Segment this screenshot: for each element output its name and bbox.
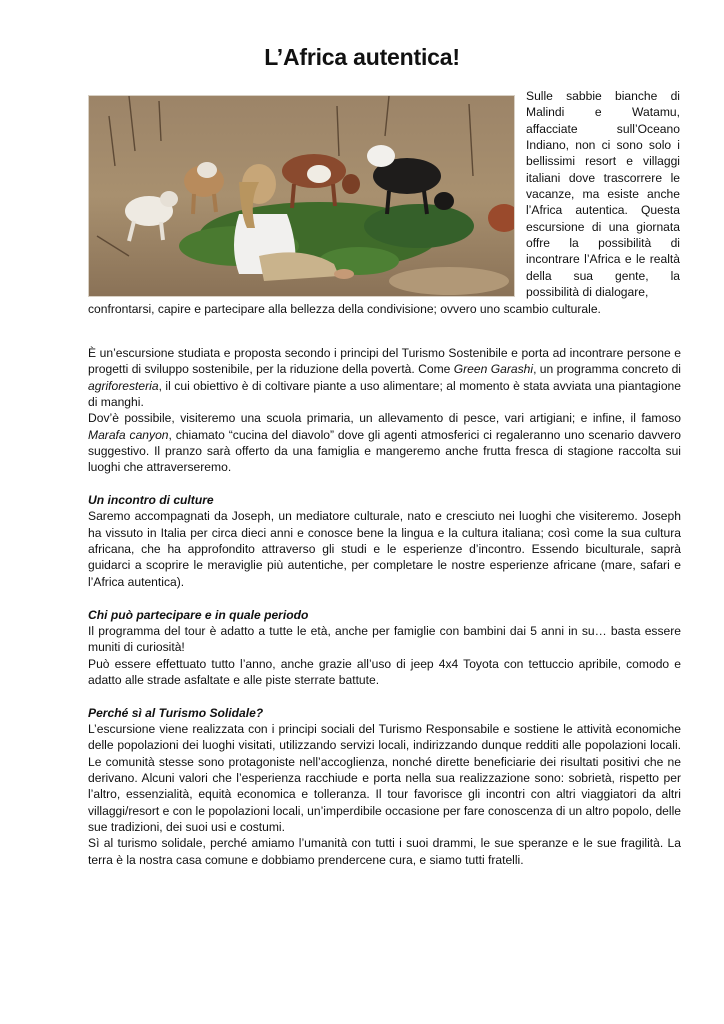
paragraph-umanita: Sì al turismo solidale, perché amiamo l’umanità con tutti i suoi drammi, le sue speranze e le sue fragilità. La terra è la nostra casa comune e dobbiamo prendercene cura, e siamo tutti fratelli. bbox=[88, 836, 681, 867]
marafa-canyon-term: Marafa canyon bbox=[88, 427, 169, 442]
paragraph-sustainable-tourism bbox=[88, 345, 681, 410]
para1-text-c: , un programma concreto di bbox=[533, 362, 681, 377]
heading-incontro-culture: Un incontro di culture bbox=[88, 493, 214, 508]
main-body bbox=[88, 345, 681, 868]
paragraph-turismo-responsabile: L’escursione viene realizzata con i principi sociali del Turismo Responsabile e sostiene le attività economiche delle popolazioni dei luoghi visitati, utilizzando servizi locali, indirizzando dunque redditi alle popolazioni locali. Le comunità stesse sono protagoniste nell’accoglienza, nonché dirette beneficiarie dei risultati positivi che ne derivano. Alcuni valori che l’esperienza racchiude e porta nella sua realizzazione sono: sobrietà, rispetto per l’altro, essenzialità, equità economica e tolleranza. Il tour favorisce gli incontri con altri viaggiatori da altri villaggi/resort e con le popolazioni locali, un’imperdibile occasione per fare conoscenza di un altro popolo, delle sue tradizioni, dei suoi usi e costumi. bbox=[88, 721, 681, 834]
photo-illustration bbox=[89, 96, 514, 296]
paragraph-periodo: Può essere effettuato tutto l’anno, anche grazie all’uso di jeep 4x4 Toyota con tettuccio apribile, comodo e adatto alle strade asfaltate e alle piste sterrate battute. bbox=[88, 656, 681, 687]
intro-side-paragraph: Sulle sabbie bianche di Malindi e Watamu, affacciate sull’Oceano Indiano, non ci sono solo i bellissimi resort e villaggi italiani dove trascorrere le vacanze, ma esiste anche l’Africa autentica. Questa escursione di una giornata offre la possibilità di incontrare l’Africa e le realtà della sua gente, la possibilità di dialogare, bbox=[526, 89, 680, 300]
heading-turismo-solidale: Perché sì al Turismo Solidale? bbox=[88, 705, 264, 720]
paragraph-visits bbox=[88, 410, 681, 475]
para1-text-a: È un’escursione studiata e proposta secondo i principi del Turismo Sostenibile e porta ad incontrare persone e progetti di sviluppo sostenibile, per la riduzione della povertà. Come bbox=[88, 346, 681, 377]
para1-text-e: , il cui obiettivo è di coltivare piante a uso alimentare; al momento è stata avviata una piantagione di manghi. bbox=[88, 378, 681, 410]
para2-text-c: , chiamato “cucina del diavolo” dove gli agenti atmosferici ci regaleranno uno scenario davvero suggestivo. Il pranzo sarà offerto da una famiglia e mangeremo anche frutta fresca di stagione raccolta sui luoghi che attraverseremo. bbox=[88, 427, 681, 475]
green-garashi-term: Green Garashi bbox=[453, 362, 534, 377]
page-title: L’Africa autentica! bbox=[264, 44, 460, 70]
para2-text-a: Dov’è possibile, visiteremo una scuola primaria, un allevamento di pesce, vari artigiani; e infine, il famoso bbox=[88, 411, 681, 426]
paragraph-joseph: Saremo accompagnati da Joseph, un mediatore culturale, nato e cresciuto nei luoghi che visiteremo. Joseph ha vissuto in Italia per circa dieci anni e conosce bene la lingua e la cultura italiana; così come la sua cultura africana, che ha approfondito attraverso gli studi e le esperienze d’incontro. Essendo biculturale, saprà guidarci a scoprire le meraviglie più autentiche, per completare le nostre esperienze africane (mare, safari e l’Africa autentica). bbox=[88, 509, 681, 589]
intro-tail-paragraph: confrontarsi, capire e partecipare alla bellezza della condivisione; ovvero uno scambio culturale. bbox=[88, 302, 601, 316]
heading-chi-puo-partecipare: Chi può partecipare e in quale periodo bbox=[88, 607, 309, 622]
paragraph-eta: Il programma del tour è adatto a tutte le età, anche per famiglie con bambini dai 5 anni in su… basta essere muniti di curiosità! bbox=[88, 623, 681, 655]
goats-photo bbox=[88, 95, 515, 297]
agriforesteria-term: agriforesteria bbox=[88, 378, 159, 393]
